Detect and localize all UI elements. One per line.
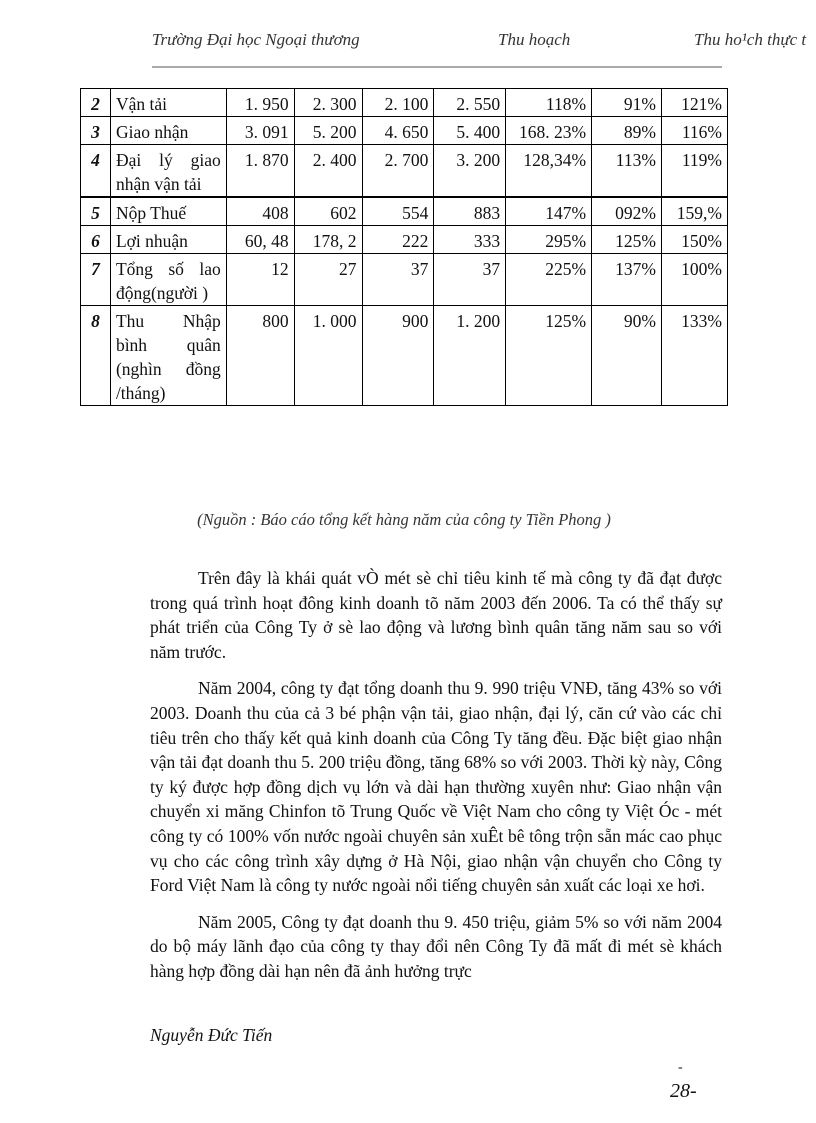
value-cell: 554	[362, 197, 434, 226]
percent-cell: 168. 23%	[506, 117, 592, 145]
percent-cell: 225%	[506, 254, 592, 306]
value-cell: 602	[294, 197, 362, 226]
value-cell: 5. 400	[434, 117, 506, 145]
percent-cell: 125%	[506, 306, 592, 406]
percent-cell: 121%	[661, 89, 727, 117]
value-cell: 2. 100	[362, 89, 434, 117]
percent-cell: 092%	[592, 197, 662, 226]
value-cell: 883	[434, 197, 506, 226]
value-cell: 60, 48	[226, 226, 294, 254]
author-name: Nguyễn Đức Tiến	[150, 1025, 273, 1045]
value-cell: 800	[226, 306, 294, 406]
row-label: Vận tải	[110, 89, 226, 117]
row-label: Lợi nhuận	[110, 226, 226, 254]
table-source-note: (Nguồn : Báo cáo tổng kết hàng năm của công ty Tiền Phong )	[197, 510, 611, 529]
value-cell: 222	[362, 226, 434, 254]
row-label: Thu Nhập bình quân (nghìn đồng /tháng)	[110, 306, 226, 406]
table-row	[81, 306, 728, 406]
percent-cell: 90%	[592, 306, 662, 406]
value-cell: 1. 200	[434, 306, 506, 406]
value-cell: 2. 400	[294, 145, 362, 198]
percent-cell: 118%	[506, 89, 592, 117]
percent-cell: 116%	[661, 117, 727, 145]
row-number: 2	[81, 89, 111, 117]
row-label: Tổng số lao động(người )	[110, 254, 226, 306]
percent-cell: 91%	[592, 89, 662, 117]
value-cell: 2. 300	[294, 89, 362, 117]
paragraph: Năm 2004, công ty đạt tổng doanh thu 9. 990 triệu VNĐ, tăng 43% so với 2003. Doanh thu của cả 3 bé phận vận tải, giao nhận, đại lý, căn cứ vào các chỉ tiêu trên cho thấy kết quả kinh doanh của Công Ty tăng đều. Đặc biệt giao nhận vận tải đạt doanh thu 5. 200 triệu đồng, tăng 68% so với 2003. Thời kỳ này, Công ty ký được hợp đồng dịch vụ lớn và dài hạn thường xuyên như: Giao nhận vận chuyển xi măng Chinfon tõ Trung Quốc về Việt Nam cho công ty Việt Óc - mét công ty có 100% vốn nước ngoài chuyên sản xuÊt bê tông trộn sẵn mác cao phục vụ cho các công trình xây dựng ở Hà Nội, giao nhận vận chuyển cho Công ty Ford Việt Nam là công ty nước ngoài nổi tiếng chuyên sản xuất các loại xe hơi.	[150, 678, 722, 896]
table-row	[81, 145, 728, 198]
value-cell: 2. 550	[434, 89, 506, 117]
percent-cell: 147%	[506, 197, 592, 226]
body-text	[150, 566, 722, 996]
value-cell: 5. 200	[294, 117, 362, 145]
value-cell: 27	[294, 254, 362, 306]
percent-cell: 295%	[506, 226, 592, 254]
table-row	[81, 254, 728, 306]
percent-cell: 159,%	[661, 197, 727, 226]
row-label: Đại lý giao nhận vận tải	[110, 145, 226, 198]
percent-cell: 119%	[661, 145, 727, 198]
row-number: 8	[81, 306, 111, 406]
percent-cell: 150%	[661, 226, 727, 254]
row-label: Nộp Thuế	[110, 197, 226, 226]
value-cell: 2. 700	[362, 145, 434, 198]
value-cell: 12	[226, 254, 294, 306]
value-cell: 37	[434, 254, 506, 306]
percent-cell: 137%	[592, 254, 662, 306]
value-cell: 1. 000	[294, 306, 362, 406]
value-cell: 3. 091	[226, 117, 294, 145]
value-cell: 900	[362, 306, 434, 406]
percent-cell: 113%	[592, 145, 662, 198]
header-title: Thu ho¹ch thực t	[694, 30, 807, 49]
percent-cell: 89%	[592, 117, 662, 145]
percent-cell: 125%	[592, 226, 662, 254]
page-dash: -	[678, 1060, 683, 1075]
table-row	[81, 89, 728, 117]
header-university: Trường Đại học Ngoại thương	[152, 30, 360, 49]
header-section: Thu hoạch	[498, 30, 571, 49]
row-number: 6	[81, 226, 111, 254]
percent-cell: 100%	[661, 254, 727, 306]
table-row	[81, 117, 728, 145]
value-cell: 333	[434, 226, 506, 254]
indicator-table	[80, 88, 728, 406]
percent-cell: 128,34%	[506, 145, 592, 198]
percent-cell: 133%	[661, 306, 727, 406]
page-number: 28-	[670, 1080, 697, 1102]
value-cell: 3. 200	[434, 145, 506, 198]
table-row	[81, 226, 728, 254]
value-cell: 4. 650	[362, 117, 434, 145]
row-number: 5	[81, 197, 111, 226]
header-divider	[152, 66, 722, 68]
paragraph: Trên đây là khái quát vÒ mét sè chỉ tiêu kinh tế mà công ty đã đạt được trong quá trình hoạt đông kinh doanh tõ năm 2003 đến 2006. Ta có thể thấy sự phát triển của Công Ty ở sè lao động và lương bình quân tăng năm sau so với năm trước.	[150, 568, 722, 662]
row-number: 3	[81, 117, 111, 145]
value-cell: 408	[226, 197, 294, 226]
value-cell: 37	[362, 254, 434, 306]
table-row	[81, 197, 728, 226]
paragraph: Năm 2005, Công ty đạt doanh thu 9. 450 triệu, giảm 5% so với năm 2004 do bộ máy lãnh đạo của công ty thay đổi nên Công Ty đã mất đi mét sè khách hàng hợp đồng dài hạn nên đã ảnh hưởng trực	[150, 911, 722, 981]
row-number: 4	[81, 145, 111, 198]
row-label: Giao nhận	[110, 117, 226, 145]
value-cell: 178, 2	[294, 226, 362, 254]
value-cell: 1. 870	[226, 145, 294, 198]
page-header	[0, 30, 816, 54]
value-cell: 1. 950	[226, 89, 294, 117]
row-number: 7	[81, 254, 111, 306]
